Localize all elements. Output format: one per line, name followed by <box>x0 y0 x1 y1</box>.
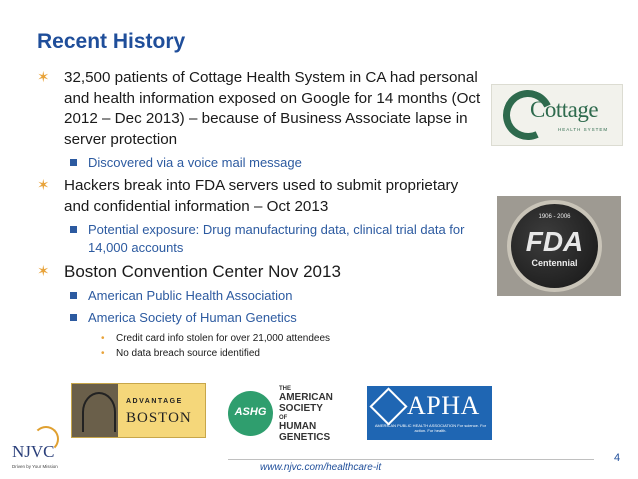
bullet-list <box>37 68 485 361</box>
fda-centennial-logo <box>497 196 621 296</box>
ashg-line-human: HUMAN <box>279 421 317 432</box>
square-bullet-icon <box>70 226 77 233</box>
sub-bullet-text: American Public Health Association <box>88 288 293 303</box>
ashg-line-society: SOCIETY <box>279 402 323 414</box>
advantage-text: ADVANTAGE <box>126 398 183 405</box>
sub-bullet-text: Potential exposure: Drug manufacturing data, clinical trial data for 14,000 accounts <box>88 222 465 255</box>
star-bullet-icon: ✶ <box>37 177 50 194</box>
ashg-wordmark <box>279 385 333 443</box>
square-bullet-icon <box>70 292 77 299</box>
njvc-wordmark: NJVC <box>12 442 55 461</box>
square-bullet-icon <box>70 159 77 166</box>
fda-centennial-label: Centennial <box>531 258 578 268</box>
slide-title: Recent History <box>37 30 186 53</box>
cottage-wordmark: Cottage <box>530 97 599 122</box>
bullet-cottage <box>37 68 485 150</box>
ashg-line-genetics: GENETICS <box>279 431 331 443</box>
sub-bullet-text: Discovered via a voice mail message <box>88 155 302 170</box>
footer-url[interactable]: www.njvc.com/healthcare-it <box>260 462 382 473</box>
cottage-subtitle: HEALTH SYSTEM <box>558 127 609 132</box>
apha-subtitle: AMERICAN PUBLIC HEALTH ASSOCIATION For science. For action. For health. <box>374 423 487 433</box>
fda-name: FDA <box>525 226 584 257</box>
bullet-text: 32,500 patients of Cottage Health System in CA had personal and health information exposed on Google for 14 months (Oct 2012 – Dec 2013) – because of Business Associate lapse in server protection <box>64 69 481 148</box>
ashg-badge-text: ASHG <box>234 406 267 418</box>
njvc-tagline: Driven by Your Mission <box>12 464 58 469</box>
dot-bullet-icon: • <box>101 348 105 359</box>
boston-text: BOSTON <box>126 410 192 426</box>
ashg-badge-icon <box>228 391 273 436</box>
sub-bullet <box>37 309 485 327</box>
apha-logo <box>367 386 492 440</box>
dot-bullet-icon: • <box>101 333 105 344</box>
apha-emblem-icon <box>369 387 407 425</box>
building-icon <box>72 384 118 437</box>
sub-bullet <box>37 287 485 305</box>
square-bullet-icon <box>70 314 77 321</box>
ashg-the: THE <box>279 386 291 392</box>
sub-bullet <box>37 154 485 172</box>
apha-wordmark: APHA <box>407 391 480 420</box>
sub-sub-bullet <box>37 346 485 361</box>
ashg-of: OF <box>279 415 288 421</box>
star-bullet-icon: ✶ <box>37 69 50 86</box>
fda-years: 1906 - 2006 <box>538 214 571 220</box>
bullet-fda <box>37 176 485 217</box>
bullet-text: Hackers break into FDA servers used to submit proprietary and confidential information – Oct 2013 <box>64 177 459 215</box>
sub-sub-bullet <box>37 331 485 346</box>
sub-bullet <box>37 221 485 257</box>
sub-sub-bullet-text: No data breach source identified <box>116 348 260 359</box>
sub-bullet-text: America Society of Human Genetics <box>88 310 297 325</box>
fda-coin-icon <box>507 200 602 292</box>
njvc-logo <box>8 426 68 476</box>
advantage-boston-logo <box>71 383 206 438</box>
bullet-text: Boston Convention Center Nov 2013 <box>64 262 341 281</box>
star-bullet-icon: ✶ <box>37 263 50 280</box>
ashg-logo <box>225 383 353 443</box>
sub-sub-bullet-text: Credit card info stolen for over 21,000 attendees <box>116 333 331 344</box>
bullet-boston <box>37 261 485 283</box>
footer-divider <box>228 459 594 460</box>
cottage-logo <box>491 84 623 146</box>
ashg-line-american: AMERICAN <box>279 392 333 403</box>
page-number: 4 <box>614 452 621 464</box>
